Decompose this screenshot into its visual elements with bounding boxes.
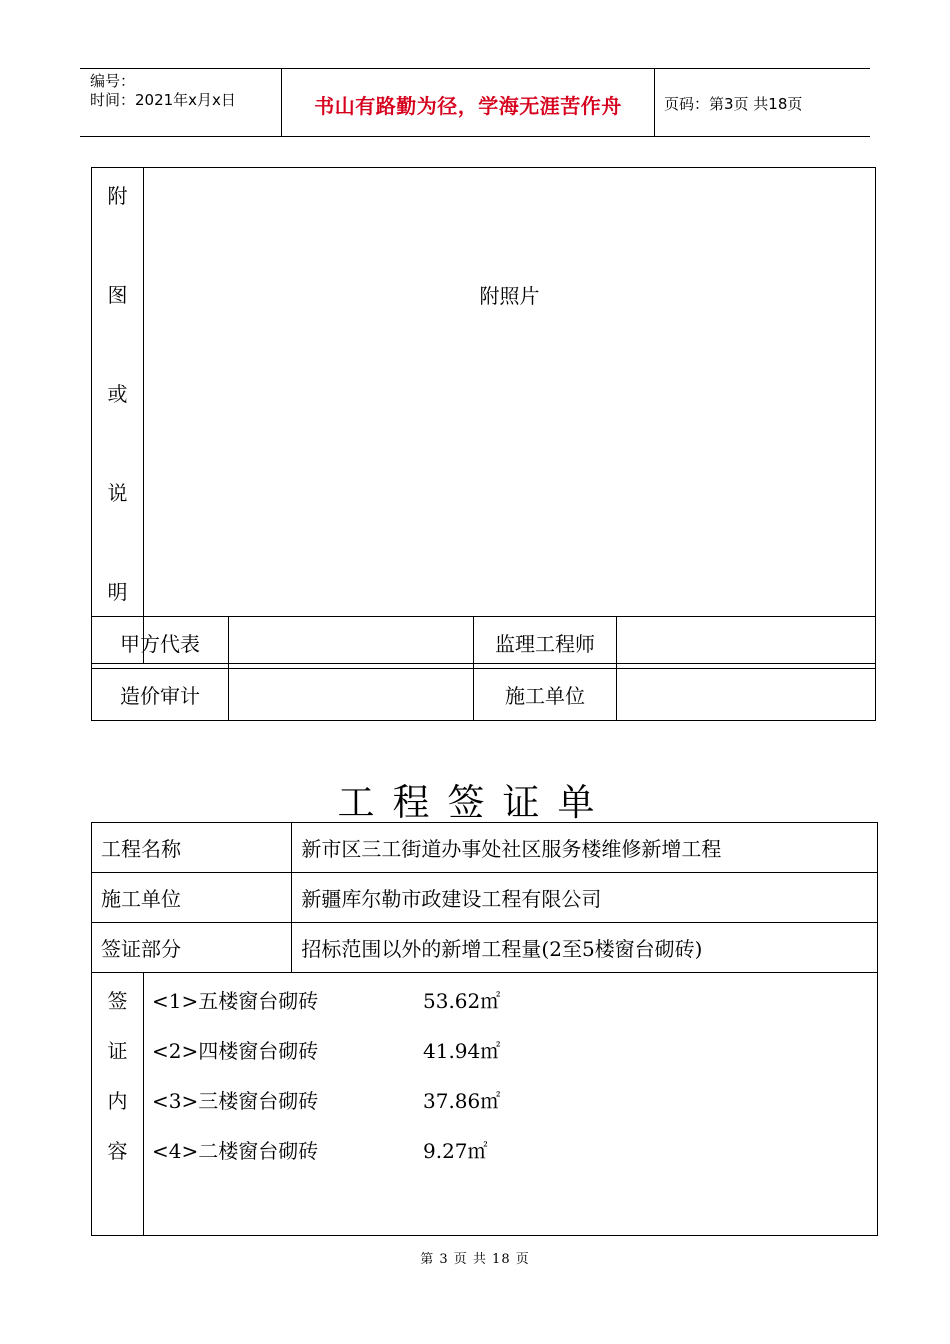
field-row xyxy=(92,923,878,973)
item-name: <4>二楼窗台砌砖 xyxy=(152,1139,319,1163)
supervisor-label: 监理工程师 xyxy=(474,617,617,669)
side-char: 说 xyxy=(107,481,128,505)
side-char: 附 xyxy=(107,184,128,208)
header-motto: 书山有路勤为径，学海无涯苦作舟 xyxy=(314,94,622,118)
party-a-label: 甲方代表 xyxy=(92,617,229,669)
item-value: 9.27㎡ xyxy=(423,1139,488,1163)
field-row xyxy=(92,873,878,923)
field-label: 工程名称 xyxy=(92,823,292,873)
cost-audit-value[interactable] xyxy=(229,669,474,721)
side-char: 内 xyxy=(107,1089,128,1113)
attachment-table xyxy=(91,167,876,664)
side-char: 容 xyxy=(107,1139,128,1163)
supervisor-value[interactable] xyxy=(617,617,876,669)
side-char: 明 xyxy=(107,580,128,604)
item-name: <2>四楼窗台砌砖 xyxy=(152,1039,319,1063)
side-char: 证 xyxy=(107,1039,128,1063)
side-char: 图 xyxy=(107,283,128,307)
photo-text: 附照片 xyxy=(479,284,540,308)
contractor-label: 施工单位 xyxy=(474,669,617,721)
page-info: 页码：第3页 共18页 xyxy=(664,95,803,113)
item-name: <1>五楼窗台砌砖 xyxy=(152,989,319,1013)
page-footer: 第 3 页 共 18 页 xyxy=(420,1252,530,1267)
time-label: 时间：2021年x月x日 xyxy=(90,91,236,109)
side-char: 或 xyxy=(107,382,128,406)
content-row xyxy=(92,973,878,1236)
field-label: 签证部分 xyxy=(92,923,292,973)
attachment-side-label xyxy=(92,168,144,664)
side-char: 签 xyxy=(107,989,128,1013)
content-side-label xyxy=(92,973,144,1236)
field-label: 施工单位 xyxy=(92,873,292,923)
item-value: 53.62㎡ xyxy=(423,989,501,1013)
signature-row xyxy=(92,669,876,721)
cost-audit-label: 造价审计 xyxy=(92,669,229,721)
field-value: 新疆库尔勒市政建设工程有限公司 xyxy=(292,873,878,923)
field-row xyxy=(92,823,878,873)
header-bottom-rule xyxy=(80,136,870,137)
content-area xyxy=(144,973,878,1236)
form-title: 工程签证单 xyxy=(337,781,613,824)
signatures-table xyxy=(91,616,876,721)
field-value: 招标范围以外的新增工程量(2至5楼窗台砌砖) xyxy=(292,923,878,973)
item-name: <3>三楼窗台砌砖 xyxy=(152,1089,319,1113)
number-label: 编号： xyxy=(90,72,136,90)
photo-area xyxy=(144,168,876,664)
item-value: 41.94㎡ xyxy=(423,1039,501,1063)
header-divider xyxy=(654,68,655,136)
field-value: 新市区三工街道办事处社区服务楼维修新增工程 xyxy=(292,823,878,873)
signature-row xyxy=(92,617,876,669)
header-top-rule xyxy=(80,68,870,69)
contractor-value[interactable] xyxy=(617,669,876,721)
item-value: 37.86㎡ xyxy=(423,1089,501,1113)
party-a-value[interactable] xyxy=(229,617,474,669)
certificate-table xyxy=(91,822,878,1236)
